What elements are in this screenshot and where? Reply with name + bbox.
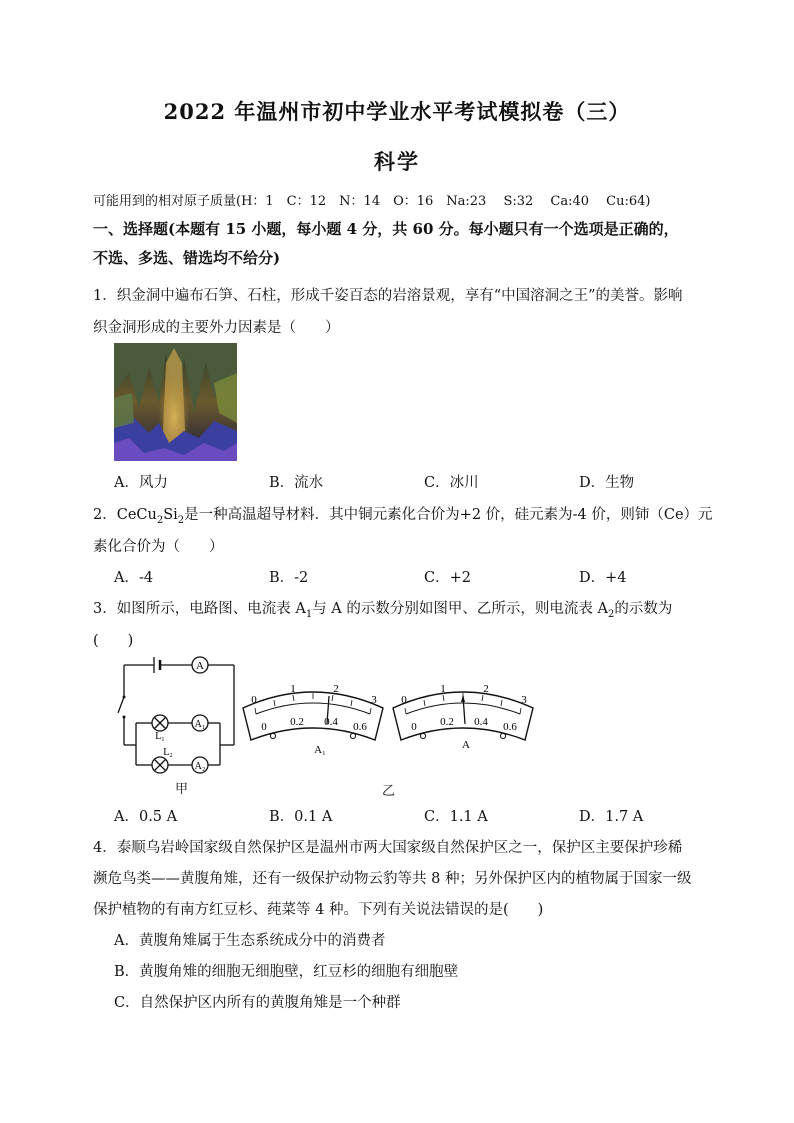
lamp-l2-label: L₂ [163,747,173,758]
q4-option-c: C．自然保护区内所有的黄腹角雉是一个种群 [114,995,401,1011]
q3-option-d: D．1.7 A [579,809,644,825]
a-scale-top-1: 1 [440,683,446,695]
q2-text-line1: 2．$CeCu_2Si_2$是一种高温超导材料．其中铜元素化合价为+2 价，硅元素为-4 价，则铈（Ce）元 [93,507,713,526]
a1-scale-top-3: 3 [371,694,377,706]
ammeter-a1-dial [240,678,386,758]
q2-option-d: D．+4 [579,570,627,586]
a-scale-bot-0: 0 [411,721,417,733]
q4-text-line2: 濒危鸟类——黄腹角雉，还有一级保护动物云豹等共 8 种；另外保护区内的植物属于国家一级 [93,871,692,887]
q1-text-line1: 1．织金洞中遍布石笋、石柱，形成千姿百态的岩溶景观，享有“中国溶洞之王”的美誉。影响 [93,288,683,304]
a-scale-bot-2: 0.4 [474,716,488,728]
q3-option-c: C．1.1 A [424,809,488,825]
a1-scale-bot-2: 0.4 [324,716,338,728]
figure-yi-label: 乙 [382,784,396,799]
section-heading-line1: 一、选择题(本题有 15 小题，每小题 4 分，共 60 分。每小题只有一个选项是正确的， [93,220,679,238]
a-scale-bot-3: 0.6 [503,721,517,733]
atomic-masses: 可能用到的相对原子质量(H：1 C：12 N：14 O：16 Na:23 S:32 Ca:40 Cu:64) [93,194,651,209]
q3-option-a: A．0.5 A [114,809,178,825]
a1-meter-caption: A₁ [314,744,326,756]
q2-option-a: A．-4 [114,570,154,586]
q1-option-c: C．冰川 [424,475,479,491]
q1-text-line2: 织金洞形成的主要外力因素是（ ） [93,320,340,336]
a1-scale-bot-0: 0 [261,721,267,733]
cave-photo [114,343,237,461]
q1-option-d: D．生物 [579,475,635,491]
subject-title: 科学 [374,149,420,174]
a-scale-top-2: 2 [483,683,489,695]
a1-scale-top-1: 1 [290,683,296,695]
meter-a2-symbol: A₂ [194,761,206,772]
q4-text-line3: 保护植物的有南方红豆杉、莼菜等 4 种。下列有关说法错误的是( ) [93,902,544,918]
exam-title: 2022 年温州市初中学业水平考试模拟卷（三） [163,99,631,124]
q2-option-b: B．-2 [269,570,309,586]
circuit-diagram [110,655,240,795]
a1-scale-bot-3: 0.6 [353,721,367,733]
q2-option-c: C．+2 [424,570,471,586]
a1-scale-bot-1: 0.2 [290,716,304,728]
lamp-l1-label: L₁ [155,731,165,742]
q4-option-a: A．黄腹角雉属于生态系统成分中的消费者 [114,933,386,949]
q3-text-line2: ( ) [93,633,134,649]
a-scale-bot-1: 0.2 [440,716,454,728]
meter-a-symbol: A [196,660,204,672]
a1-scale-top-0: 0 [251,694,257,706]
q4-option-b: B．黄腹角雉的细胞无细胞壁，红豆杉的细胞有细胞壁 [114,964,459,980]
section-heading-line2: 不选、多选、错选均不给分) [93,249,281,267]
q2-text-line2: 素化合价为（ ） [93,539,224,555]
q3-option-b: B．0.1 A [269,809,333,825]
figure-jia-label: 甲 [175,782,189,797]
q1-option-b: B．流水 [269,475,324,491]
meter-a1-symbol: A₁ [194,719,206,730]
a-scale-top-0: 0 [401,694,407,706]
q4-text-line1: 4．泰顺乌岩岭国家级自然保护区是温州市两大国家级自然保护区之一，保护区主要保护珍稀 [93,840,683,856]
a1-scale-top-2: 2 [333,683,339,695]
a-meter-caption: A [462,739,470,751]
q3-text-line1: 3．如图所示，电路图、电流表 $A_1$与 A 的示数分别如图甲、乙所示，则电流表 $A_2$的示数为 [93,601,673,620]
q1-option-a: A．风力 [114,475,168,491]
ammeter-a-dial [390,678,536,758]
a-scale-top-3: 3 [521,694,527,706]
